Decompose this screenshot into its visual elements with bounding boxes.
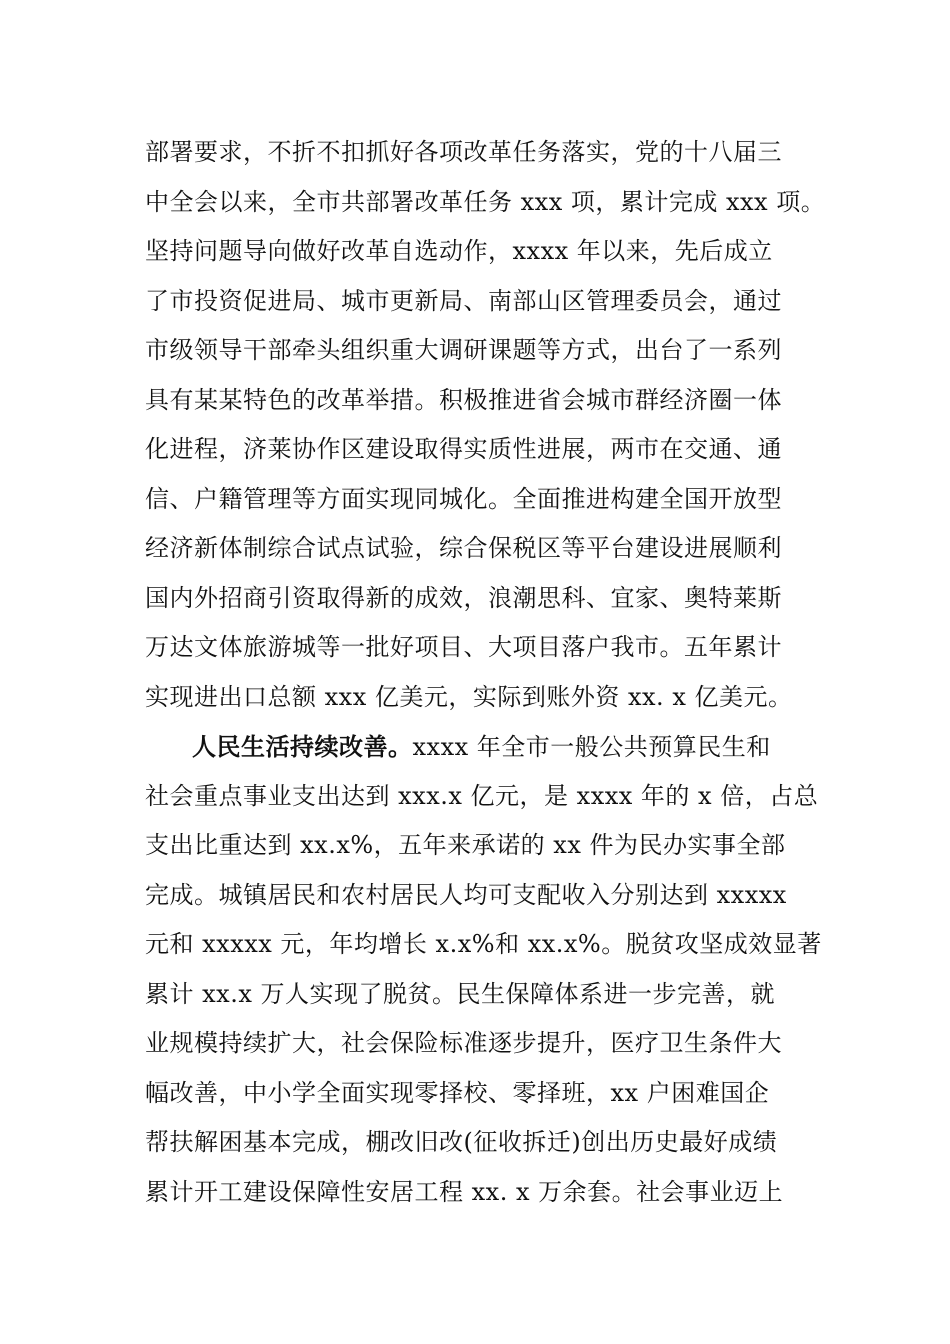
text-line: 中全会以来，全市共部署改革任务 xxx 项，累计完成 xxx 项。: [145, 187, 826, 216]
text-line: 了市投资促进局、城市更新局、南部山区管理委员会，通过: [145, 286, 782, 315]
text-line: 帮扶解困基本完成，棚改旧改(征收拆迁)创出历史最好成绩: [145, 1128, 778, 1156]
text-line: 经济新体制综合试点试验，综合保税区等平台建设进展顺利: [145, 534, 782, 562]
heading-line-text: xxxx 年全市一般公共预算民生和: [412, 733, 771, 761]
document-body: [0, 128, 950, 1217]
text-line: 化进程，济莱协作区建设取得实质性进展，两市在交通、通: [145, 435, 782, 463]
text-line: 坚持问题导向做好改革自选动作，xxxx 年以来，先后成立: [145, 237, 773, 265]
section-heading: 人民生活持续改善。: [192, 732, 413, 761]
paragraph-first-line: [0, 722, 950, 772]
text-line: 元和 xxxxx 元，年均增长 x.x%和 xx.x%。脱贫攻坚成效显著: [145, 930, 822, 958]
text-line: 幅改善，中小学全面实现零择校、零择班，xx 户困难国企: [145, 1078, 770, 1107]
text-line: 社会重点事业支出达到 xxx.x 亿元，是 xxxx 年的 x 倍，占总: [145, 781, 819, 810]
text-line: 支出比重达到 xx.x%，五年来承诺的 xx 件为民办实事全部: [145, 831, 786, 859]
text-line: 累计开工建设保障性安居工程 xx. x 万余套。社会事业迈上: [145, 1177, 784, 1206]
text-line: 市级领导干部牵头组织重大调研课题等方式，出台了一系列: [145, 336, 782, 364]
text-line: 累计 xx.x 万人实现了脱贫。民生保障体系进一步完善，就: [145, 979, 775, 1008]
text-line: 万达文体旅游城等一批好项目、大项目落户我市。五年累计: [145, 633, 782, 661]
text-line: 部署要求，不折不扣抓好各项改革任务落实，党的十八届三: [145, 138, 782, 166]
text-line: 业规模持续扩大，社会保险标准逐步提升，医疗卫生条件大: [145, 1029, 782, 1057]
text-line: 国内外招商引资取得新的成效，浪潮思科、宜家、奥特莱斯: [145, 583, 782, 612]
text-line: 信、户籍管理等方面实现同城化。全面推进构建全国开放型: [145, 484, 782, 513]
text-line: 实现进出口总额 xxx 亿美元，实际到账外资 xx. x 亿美元。: [145, 682, 793, 711]
text-line: 具有某某特色的改革举措。积极推进省会城市群经济圈一体: [145, 385, 782, 414]
text-line: 完成。城镇居民和农村居民人均可支配收入分别达到 xxxxx: [145, 880, 787, 909]
